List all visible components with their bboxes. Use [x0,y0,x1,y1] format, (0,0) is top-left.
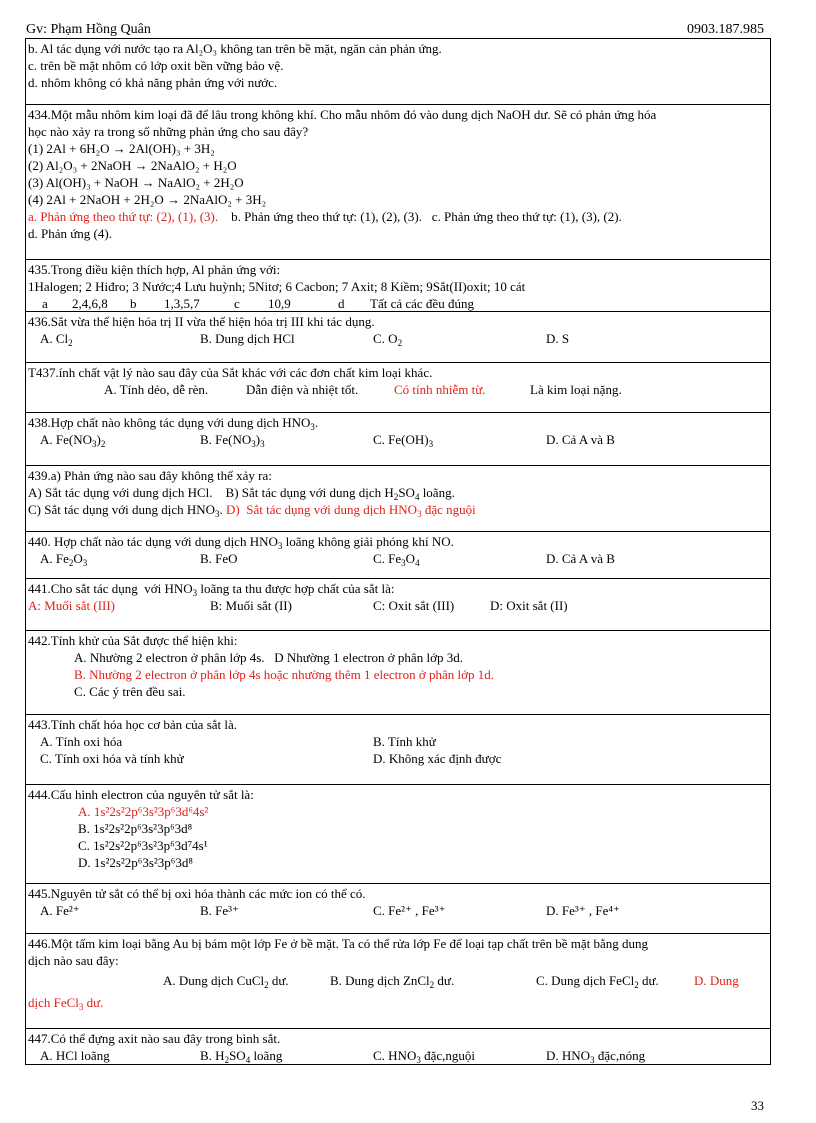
option-c: C. $Fe_3O_4$ [373,551,420,568]
question-446 [26,934,770,1029]
stem: T437.ính chất vật lý nào sau đây của Sắt khác với các đơn chất kim loại khác. [28,365,433,380]
options-row [28,431,768,448]
question-444 [26,785,770,884]
stem: 442.Tính khử của Sắt được thể hiện khi: [28,633,238,648]
stem: 439.a) Phản ứng nào sau đây không thể xảy ra: [28,468,272,483]
option-d: d. nhôm không có khả năng phản ứng với nước. [28,75,278,90]
option-c: C. Tính oxi hóa và tính khử [40,751,184,766]
question-438 [26,413,770,466]
question-443 [26,715,770,785]
stem: 445.Nguyên tử sắt có thể bị oxi hóa thành các mức ion có thể có. [28,886,366,901]
option-d: D. S [546,331,570,346]
option-c: C. $Fe(OH)_3$ [373,432,434,449]
stem: 435.Trong điều kiện thích hợp, Al phản ứng với: [28,262,281,277]
stem: 438.Hợp chất nào không tác dụng với dung dịch $HNO_3$. [28,415,319,432]
options-row [28,902,768,919]
option-c: c. Phản ứng theo thứ tự: (1), (3), (2). [431,209,622,224]
option-d: D: Oxit sắt (II) [490,598,568,613]
option-b: B: Muối sắt (II) [210,598,292,613]
options-ab [28,484,768,501]
option-b: B. $Fe(NO_3)_3$ [200,432,265,449]
options-row [28,1047,768,1064]
reaction-4: (4) 2Al + 2NaOH + 2H₂O → 2NaAlO₂ + 3H₂ [28,192,267,207]
stem: 440. Hợp chất nào tác dụng với dung dịch $HNO_3$ loãng không giải phóng khí NO. [28,534,454,551]
options-row [28,381,768,398]
reaction-1: (1) 2Al + 6H₂O → 2Al(OH)₃ + 3H₂ [28,141,215,156]
option-d: D Nhường 1 electron ở phân lớp 3d. [274,650,463,665]
option-a: 2,4,6,8 [72,296,108,311]
question-442 [26,631,770,715]
stem: học nào xảy ra trong số những phản ứng cho sau đây? [28,124,309,139]
option-c: C. 1s²2s²2p⁶3s²3p⁶3d⁷4s¹ [78,838,208,853]
question-437 [26,363,770,413]
question-440 [26,532,770,579]
options-cd [28,501,768,518]
options-row-1 [28,733,768,750]
option-c: C. $HNO_3$ đặc,nguội [373,1048,475,1065]
option-a: A. $Fe(NO_3)_2$ [40,432,106,449]
options-abc [28,208,768,225]
options-row [28,972,768,989]
option-c: C. Fe²⁺ , Fe³⁺ [373,903,446,918]
page-header [26,22,764,38]
option-c: 10,9 [268,296,291,311]
option-c: C) Sắt tác dụng với dung dịch $HNO_3$. [28,502,223,519]
questions-frame [25,38,771,1065]
question-447 [26,1029,770,1065]
option-a: A. Tính dẻo, dễ rèn. [104,382,209,397]
question-433-tail [26,39,770,105]
reaction-2: (2) Al₂O₃ + 2NaOH → 2NaAlO₂ + H₂O [28,158,237,173]
options-row-2 [28,750,768,767]
stem: dịch nào sau đây: [28,953,119,968]
stem: 446.Một tấm kim loại bằng Au bị bám một lớp Fe ở bề mặt. Ta có thể rửa lớp Fe để loại tạp chất trên bề mặt bằng dung [28,936,649,951]
option-b: B. $H_2SO_4$ loãng [200,1048,283,1065]
option-d: D. Cả A và B [546,432,615,447]
option-a: A. HCl loãng [40,1048,110,1063]
stem: 444.Cấu hình electron của nguyên tử sắt là: [28,787,254,802]
option-d-letter: d [338,296,345,311]
option-b: b. Al tác dụng với nước tạo ra Al₂O₃ không tan trên bề mặt, ngăn cản phản ứng. [28,41,442,56]
stem: 447.Có thể đựng axit nào sau đây trong bình sắt. [28,1031,281,1046]
option-b: B. Dung dịch HCl [200,331,295,346]
option-b: B. Fe³⁺ [200,903,239,918]
option-a: A. $Cl_2$ [40,331,73,348]
option-a-letter: a [42,296,48,311]
option-d-answer-cont: dịch FeCl$_3$ dư. [28,995,104,1012]
option-a: A) Sắt tác dụng với dung dịch HCl. [28,485,213,500]
option-c: C. $O_2$ [373,331,403,348]
option-a: A. Fe²⁺ [40,903,80,918]
question-439 [26,466,770,532]
option-a-answer: a. Phản ứng theo thứ tự: (2), (1), (3). [28,209,219,224]
option-b-letter: b [130,296,137,311]
option-a-answer: A: Muối sắt (III) [28,598,116,613]
option-b-answer: B. Nhường 2 electron ở phân lớp 4s hoặc nhường thêm 1 electron ở phân lớp 1d. [74,667,494,682]
option-a: A. Dung dịch CuCl$_2$ dư. [163,973,289,990]
options-ad [28,649,768,666]
option-d-answer: D) Sắt tác dụng với dung dịch $HNO_3$ đặc nguội [226,502,476,519]
option-c: C. Dung dịch FeCl$_2$ dư. [536,973,659,990]
option-b: B. Dung dịch ZnCl$_2$ dư. [330,973,455,990]
option-b: 1,3,5,7 [164,296,200,311]
stem: 443.Tính chất hóa học cơ bản của sắt là. [28,717,238,732]
option-d: D. Không xác định được [373,751,502,766]
option-c: c. trên bề mặt nhôm có lớp oxit bền vững bảo vệ. [28,58,284,73]
reactant-list: 1Halogen; 2 Hiđro; 3 Nước;4 Lưu huỳnh; 5Nitơ; 6 Cacbon; 7 Axit; 8 Kiềm; 9Sắt(II)oxit; 10 cát [28,279,526,294]
phone-number: 0903.187.985 [687,22,764,37]
option-d: Là kim loại nặng. [530,382,622,397]
option-b: B. 1s²2s²2p⁶3s²3p⁶3d⁸ [78,821,193,836]
reaction-3: (3) Al(OH)₃ + NaOH → NaAlO₂ + 2H₂O [28,175,244,190]
option-c: C. Các ý trên đều sai. [74,684,186,699]
question-435 [26,260,770,312]
options-row [28,550,768,567]
option-c-letter: c [234,296,240,311]
option-c: C: Oxit sắt (III) [373,598,455,613]
option-b: B. FeO [200,551,238,566]
option-c-answer: Có tính nhiễm từ. [394,382,486,397]
question-445 [26,884,770,934]
option-d: d. Phản ứng (4). [28,226,112,241]
question-441 [26,579,770,631]
option-b: b. Phản ứng theo thứ tự: (1), (2), (3). [231,209,422,224]
stem: 441.Cho sắt tác dụng với $HNO_3$ loãng ta thu được hợp chất của sắt là: [28,581,395,598]
option-d: D. $HNO_3$ đặc,nóng [546,1048,646,1065]
question-436 [26,312,770,363]
option-a: A. Nhường 2 electron ở phân lớp 4s. [74,650,265,665]
option-b: B. Tính khử [373,734,436,749]
option-d: D. Fe³⁺ , Fe⁴⁺ [546,903,620,918]
option-b: B) Sắt tác dụng với dung dịch $H_2SO_4$ loãng. [225,485,455,502]
option-b: Dẫn điện và nhiệt tốt. [246,382,359,397]
question-434 [26,105,770,260]
option-d: Tất cả các đều đúng [370,296,474,311]
option-d: D. 1s²2s²2p⁶3s²3p⁶3d⁸ [78,855,193,870]
option-a-answer: A. 1s²2s²2p⁶3s²3p⁶3d⁶4s² [78,804,209,819]
page-number: 33 [751,1098,764,1113]
options-row [28,597,768,614]
option-d-answer: D. Dung [694,973,739,988]
option-a: A. $Fe_2O_3$ [40,551,88,568]
stem: 434.Một mẫu nhôm kim loại đã để lâu trong không khí. Cho mẫu nhôm đó vào dung dịch NaOH dư. Sẽ có phản ứng hóa [28,107,657,122]
option-d: D. Cả A và B [546,551,615,566]
teacher-name: Gv: Phạm Hồng Quân [26,22,151,37]
options-row [28,295,768,312]
options-row [28,330,768,347]
stem: 436.Sắt vừa thể hiện hóa trị II vừa thể hiện hóa trị III khi tác dụng. [28,314,375,329]
option-a: A. Tính oxi hóa [40,734,123,749]
